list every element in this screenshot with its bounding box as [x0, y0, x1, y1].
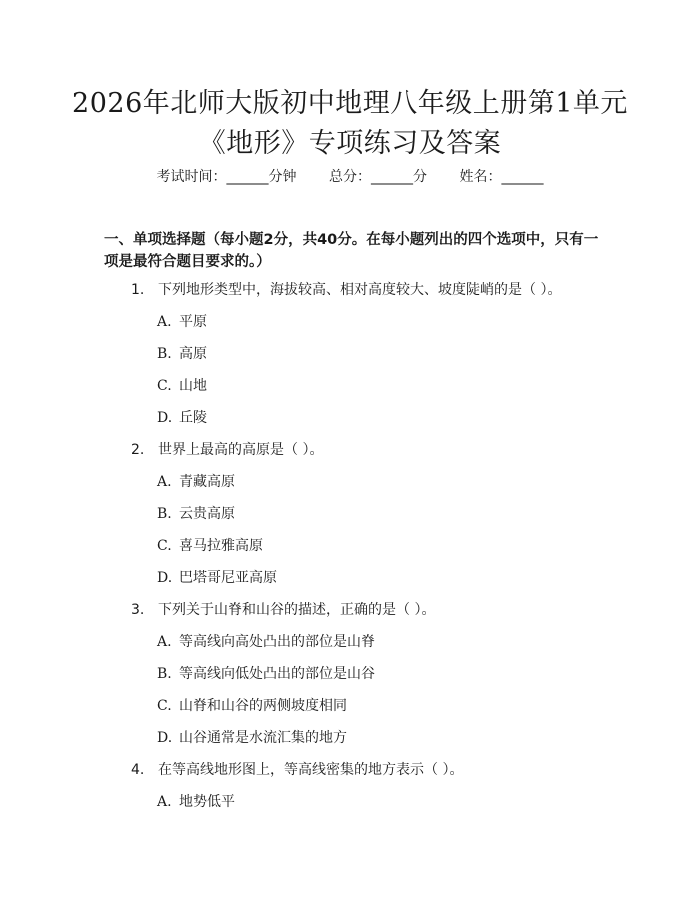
option-text: 山脊和山谷的两侧坡度相同	[179, 698, 347, 714]
option	[157, 664, 577, 684]
option	[157, 632, 577, 652]
document-title: 2026年北师大版初中地理八年级上册第1单元《地形》专项练习及答案	[72, 88, 628, 159]
question-number: 1.	[131, 282, 145, 298]
option	[157, 568, 577, 588]
option-letter: C.	[157, 378, 172, 394]
question-text: 下列地形类型中，海拔较高、相对高度较大、坡度陡峭的是（ ）。	[158, 282, 562, 298]
question	[131, 600, 611, 620]
option-text: 等高线向低处凸出的部位是山谷	[179, 666, 375, 682]
section-heading: 一、单项选择题（每小题2分，共40分。在每小题列出的四个选项中，只有一项是最符合题目要求的。）	[104, 232, 599, 270]
option-letter: C.	[157, 538, 172, 554]
option	[157, 312, 577, 332]
question-number: 2.	[131, 442, 145, 458]
exam-info	[0, 167, 700, 187]
option	[157, 344, 577, 364]
option	[157, 696, 577, 716]
question-text: 世界上最高的高原是（ ）。	[158, 442, 324, 458]
option-text: 丘陵	[179, 410, 207, 426]
option-letter: B.	[157, 346, 172, 362]
option-letter: A.	[157, 634, 172, 650]
option-text: 平原	[179, 314, 207, 330]
exam-time: 考试时间：______分钟	[156, 169, 297, 185]
option	[157, 728, 577, 748]
question-text: 在等高线地形图上，等高线密集的地方表示（ ）。	[158, 762, 464, 778]
option-text: 等高线向高处凸出的部位是山脊	[179, 634, 375, 650]
option-text: 喜马拉雅高原	[179, 538, 263, 554]
option-text: 山谷通常是水流汇集的地方	[179, 730, 347, 746]
question-number: 3.	[131, 602, 145, 618]
option-letter: D.	[157, 410, 173, 426]
option-letter: B.	[157, 506, 172, 522]
exam-name: 姓名：______	[459, 169, 544, 185]
option	[157, 472, 577, 492]
option	[157, 408, 577, 428]
option-text: 巴塔哥尼亚高原	[179, 570, 277, 586]
option-text: 云贵高原	[179, 506, 235, 522]
option-letter: A.	[157, 794, 172, 810]
option	[157, 504, 577, 524]
question	[131, 440, 611, 460]
option-letter: D.	[157, 730, 173, 746]
question	[131, 760, 611, 780]
option-text: 青藏高原	[179, 474, 235, 490]
option-letter: B.	[157, 666, 172, 682]
option-text: 山地	[179, 378, 207, 394]
option	[157, 792, 577, 812]
question	[131, 280, 611, 300]
option-text: 地势低平	[179, 794, 235, 810]
option-letter: A.	[157, 474, 172, 490]
option	[157, 536, 577, 556]
question-number: 4.	[131, 762, 145, 778]
option-letter: C.	[157, 698, 172, 714]
exam-score: 总分：______分	[329, 169, 427, 185]
option	[157, 376, 577, 396]
option-letter: D.	[157, 570, 173, 586]
option-letter: A.	[157, 314, 172, 330]
question-text: 下列关于山脊和山谷的描述，正确的是（ ）。	[158, 602, 436, 618]
option-text: 高原	[179, 346, 207, 362]
